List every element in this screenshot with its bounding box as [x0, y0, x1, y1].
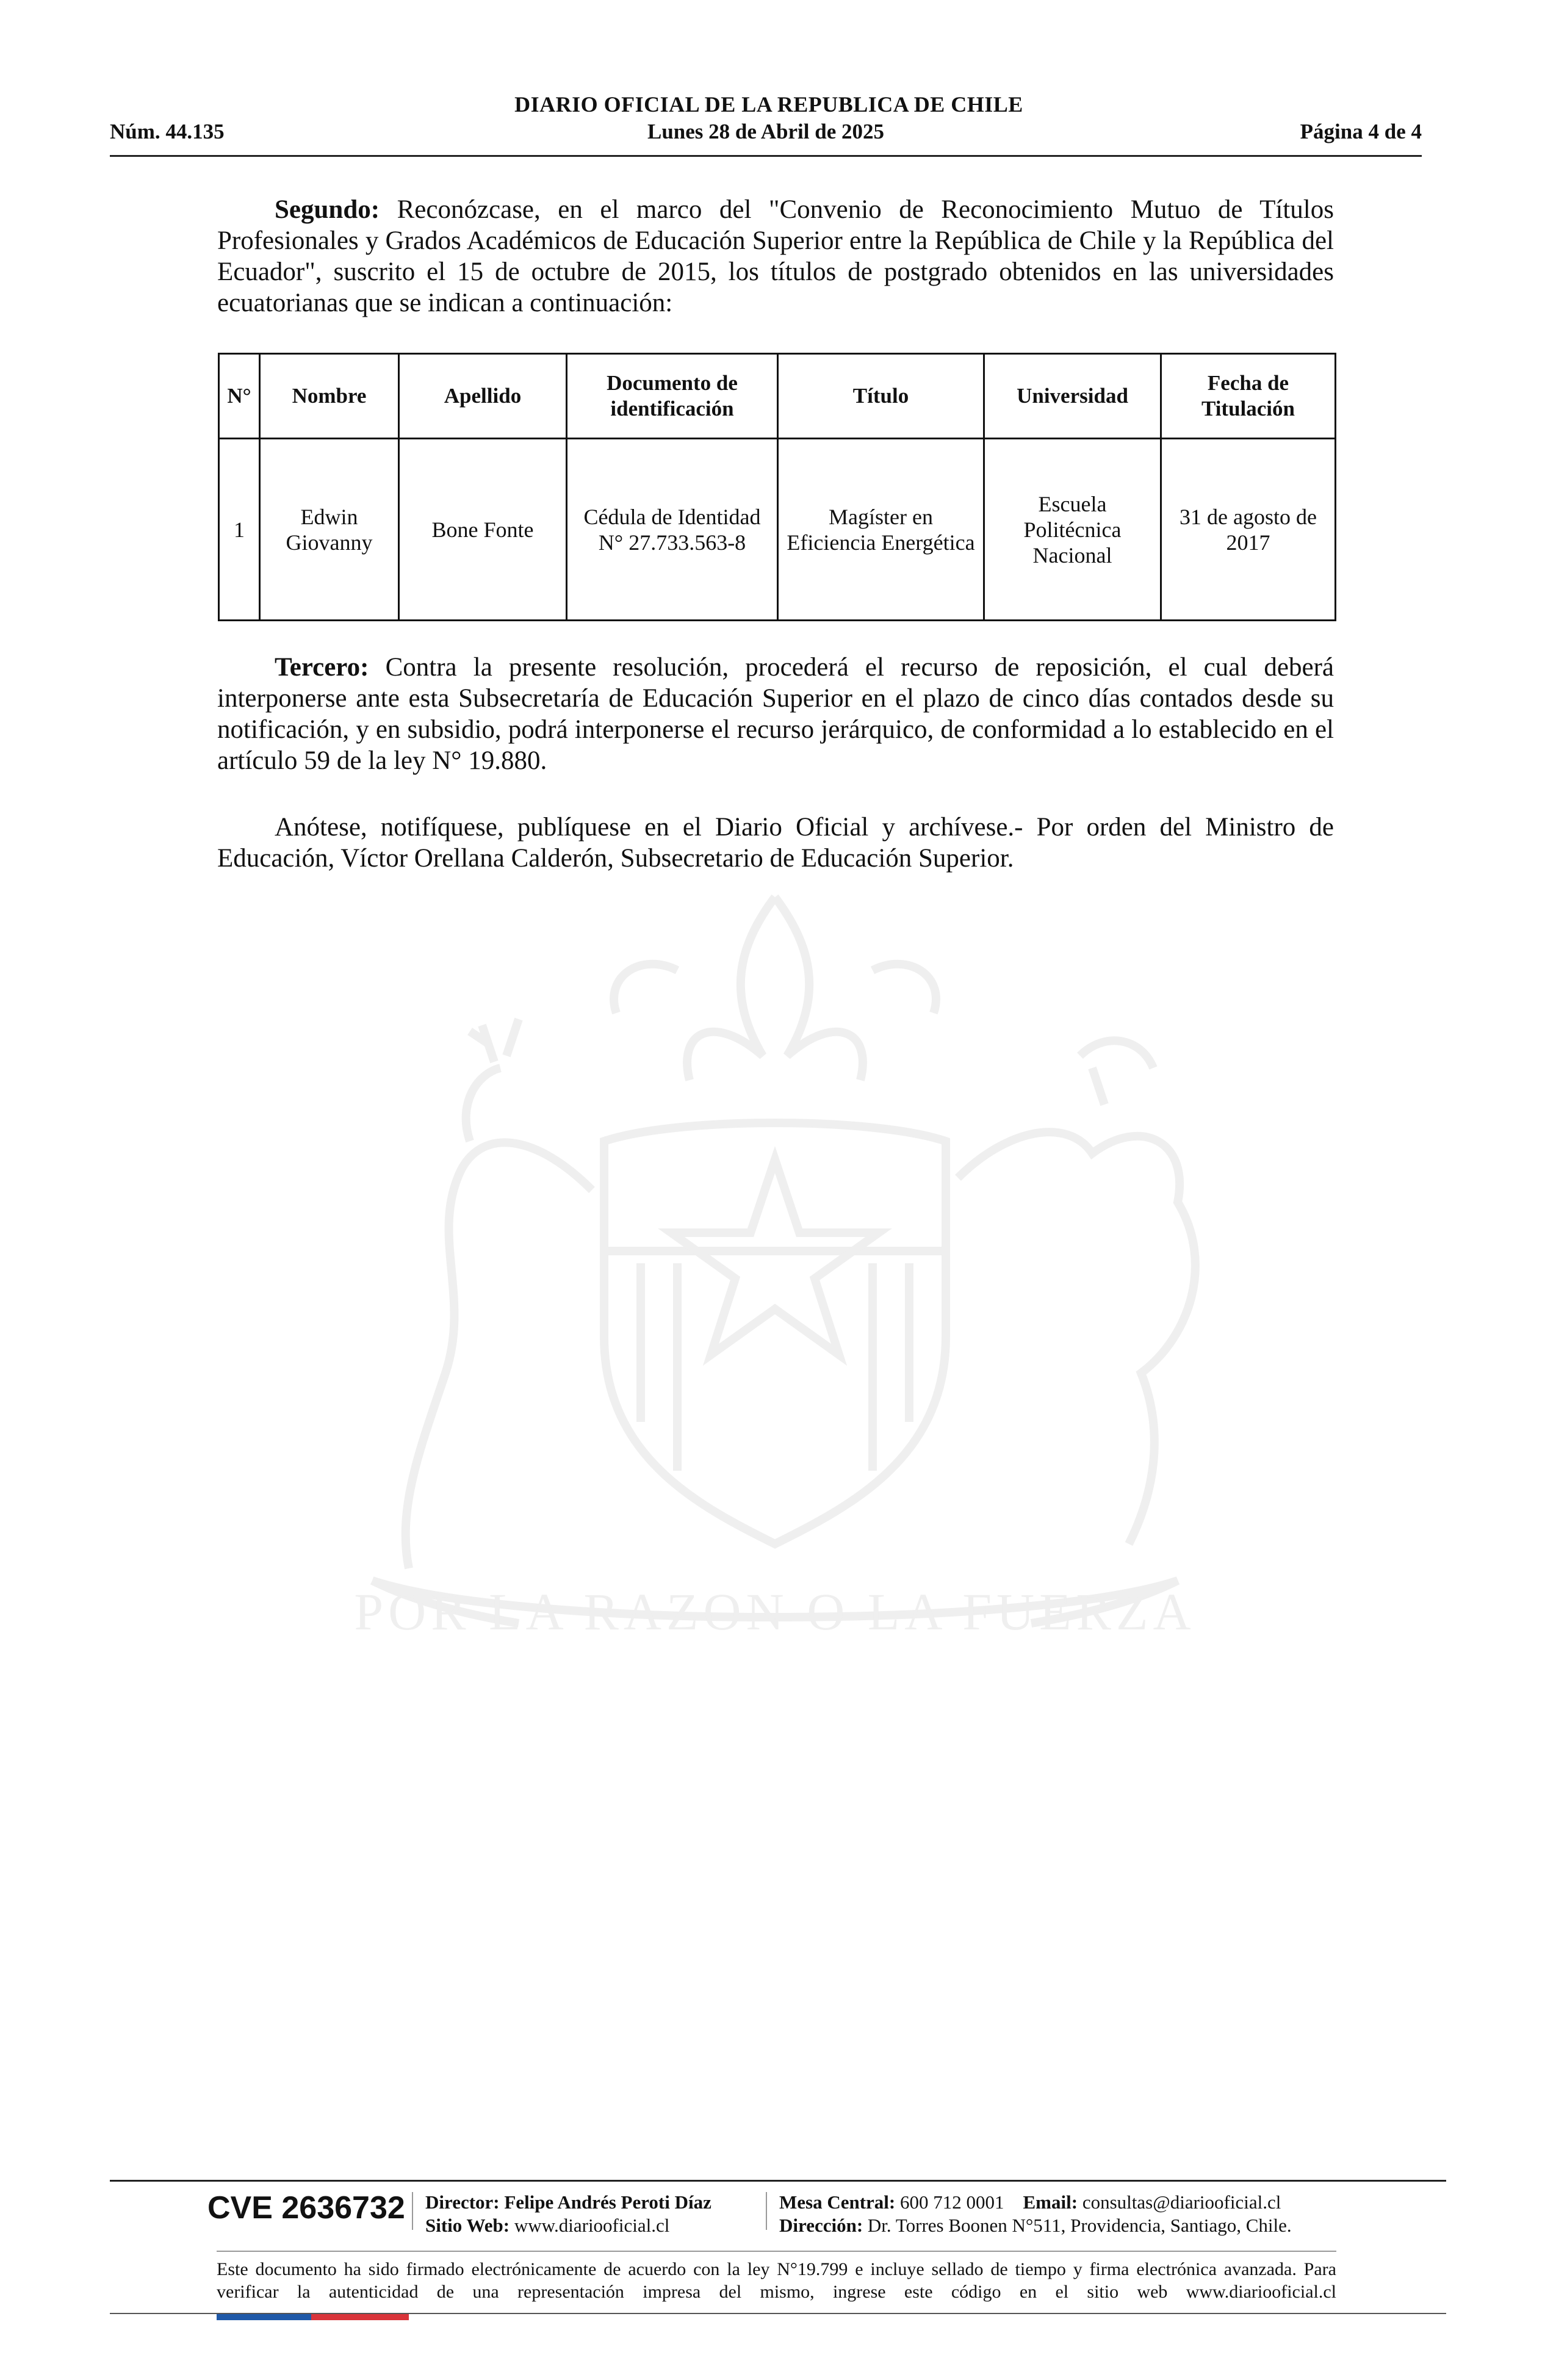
footer-divider-top [110, 2180, 1446, 2182]
website-label: Sitio Web: [425, 2215, 510, 2236]
phone-value: 600 712 0001 [900, 2191, 1004, 2213]
degrees-table [218, 353, 1336, 621]
cell-document: Cédula de Identidad N° 27.733.563-8 [567, 439, 778, 621]
website-link[interactable]: www.diariooficial.cl [514, 2215, 670, 2236]
paragraph-segundo [217, 194, 1334, 319]
flag-stripe-red [311, 2314, 409, 2320]
issue-number: Núm. 44.135 [110, 120, 225, 143]
email-link[interactable]: consultas@diariooficial.cl [1082, 2191, 1281, 2213]
header-row [110, 120, 1422, 148]
publication-title: DIARIO OFICIAL DE LA REPUBLICA DE CHILE [514, 92, 1023, 117]
footer-note-line-2: avanzada. Para verificar la autenticidad de una representación impresa del mismo, ingrese este código en el sitio web www.diariooficial.cl [217, 2259, 1336, 2302]
director-label: Director: [425, 2191, 500, 2213]
col-header-surname: Apellido [399, 354, 567, 439]
col-header-number: N° [219, 354, 260, 439]
cell-number: 1 [219, 439, 260, 621]
cell-surname: Bone Fonte [399, 439, 567, 621]
cell-university: Escuela Politécnica Nacional [984, 439, 1161, 621]
flag-stripe-blue [217, 2314, 311, 2320]
director-value: Felipe Andrés Peroti Díaz [504, 2191, 711, 2213]
footer-note-line-1: Este documento ha sido firmado electrónicamente de acuerdo con la ley N°19.799 e incluye sellado de tiempo y firma electrónica [217, 2259, 1217, 2279]
tercero-text: Contra la presente resolución, procederá el recurso de reposición, el cual deberá interponerse ante esta Subsecretaría de Educación Superior en el plazo de cinco días contados desde su notificación, y en subsidio, podrá interponerse el recurso jerárquico, de conformidad a lo establecido en el artículo 59 de la ley N° 19.880. [217, 653, 1334, 775]
issue-date: Lunes 28 de Abril de 2025 [647, 120, 884, 143]
segundo-lead: Segundo: [275, 195, 380, 224]
footer-contact-block [779, 2191, 1292, 2237]
phone-label: Mesa Central: [779, 2191, 896, 2213]
col-header-title: Título [778, 354, 984, 439]
paragraph-tercero [217, 652, 1334, 776]
segundo-text: Reconózcase, en el marco del "Convenio de Reconocimiento Mutuo de Títulos Profesionales y Grados Académicos de Educación Superior entre la República de Chile y la República del Ecuador", suscrito el 15 de octubre de 2015, los títulos de postgrado obtenidos en las universidades ecuatorianas que se indican a continuación: [217, 195, 1334, 317]
header-divider [110, 155, 1422, 157]
footer-separator [412, 2192, 413, 2230]
footer-divider-mid [217, 2251, 1336, 2252]
footer-separator [766, 2192, 767, 2230]
address-value: Dr. Torres Boonen N°511, Providencia, Santiago, Chile. [867, 2215, 1292, 2236]
coat-of-arms-watermark-icon [214, 873, 1336, 1684]
table-header-row [219, 354, 1336, 439]
footer-director-block [425, 2191, 711, 2237]
tercero-lead: Tercero: [275, 653, 369, 682]
cell-title: Magíster en Eficiencia Energética [778, 439, 984, 621]
page-indicator: Página 4 de 4 [1300, 120, 1422, 143]
col-header-name: Nombre [260, 354, 399, 439]
footer-signature-note [217, 2258, 1336, 2303]
col-header-document: Documento de identificación [567, 354, 778, 439]
coat-of-arms-motto: POR LA RAZON O LA FUERZA [354, 1582, 1196, 1641]
col-header-university: Universidad [984, 354, 1161, 439]
col-header-date: Fecha de Titulación [1161, 354, 1336, 439]
table-row [219, 439, 1336, 621]
cell-name: Edwin Giovanny [260, 439, 399, 621]
cve-code: CVE 2636732 [207, 2190, 405, 2226]
paragraph-closing: Anótese, notifíquese, publíquese en el Diario Oficial y archívese.- Por orden del Ministro de Educación, Víctor Orellana Calderón, Subsecretario de Educación Superior. [217, 813, 1334, 873]
email-label: Email: [1023, 2191, 1078, 2213]
address-label: Dirección: [779, 2215, 863, 2236]
cell-date: 31 de agosto de 2017 [1161, 439, 1336, 621]
